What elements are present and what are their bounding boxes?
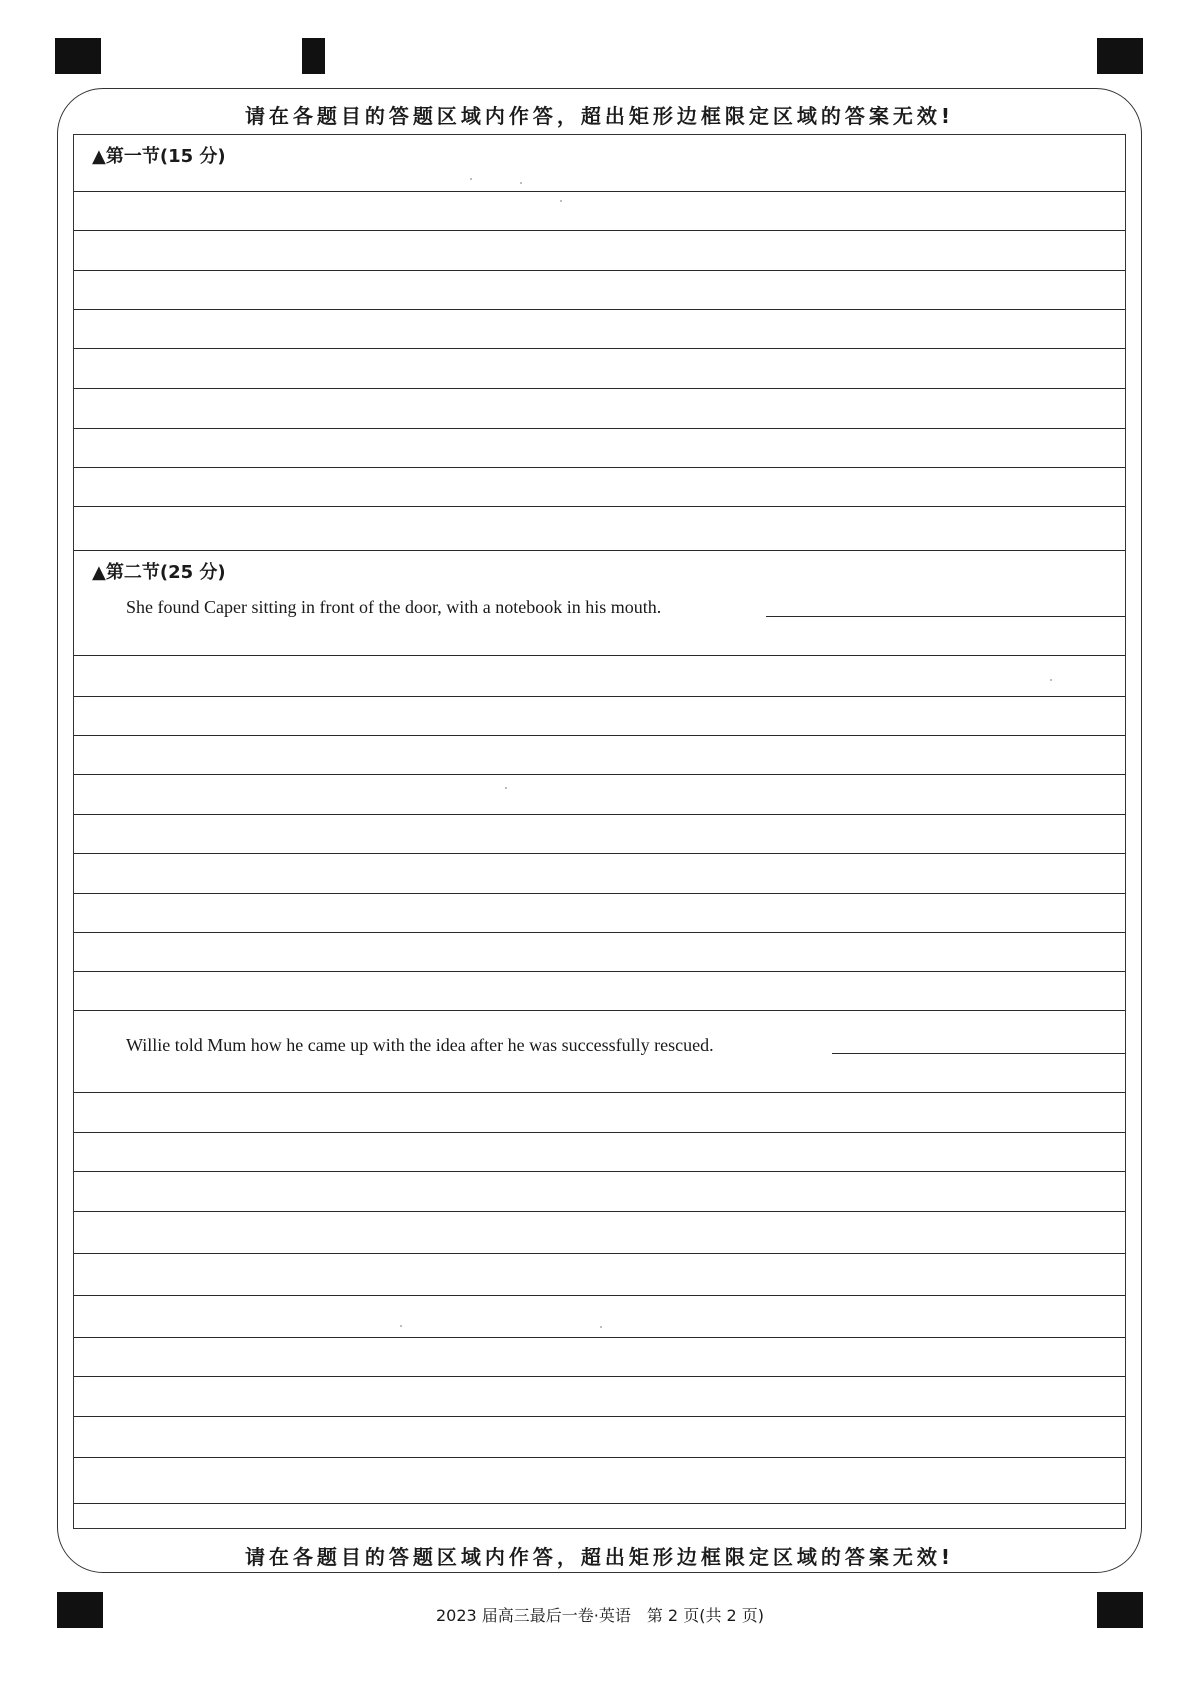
writing-line <box>74 309 1125 310</box>
writing-line <box>74 735 1125 736</box>
paragraph2-first-line <box>832 1053 1125 1054</box>
writing-line <box>74 1132 1125 1133</box>
writing-line <box>74 467 1125 468</box>
paragraph2-opening-sentence: Willie told Mum how he came up with the idea after he was successfully rescued. <box>126 1035 714 1055</box>
writing-line <box>74 655 1125 656</box>
paragraph1-first-line <box>766 616 1125 617</box>
writing-line <box>74 893 1125 894</box>
paragraph1-opening-sentence: She found Caper sitting in front of the door, with a notebook in his mouth. <box>126 597 662 617</box>
writing-line <box>74 814 1125 815</box>
writing-line <box>74 388 1125 389</box>
section1-title: ▲第一节(15 分) <box>92 146 226 167</box>
registration-mark-top-center <box>302 38 325 74</box>
writing-line <box>74 1092 1125 1093</box>
writing-line <box>74 191 1125 192</box>
section-divider <box>74 550 1125 551</box>
writing-line <box>74 1503 1125 1504</box>
writing-line <box>74 1253 1125 1254</box>
scan-speck <box>600 1326 602 1328</box>
writing-line <box>74 774 1125 775</box>
scan-speck <box>400 1325 402 1327</box>
writing-line <box>74 1416 1125 1417</box>
warning-text-bottom: 请在各题目的答题区域内作答，超出矩形边框限定区域的答案无效! <box>244 1545 955 1569</box>
writing-line <box>74 270 1125 271</box>
writing-line <box>74 506 1125 507</box>
scan-speck <box>470 178 472 180</box>
writing-line <box>74 971 1125 972</box>
writing-line <box>74 1376 1125 1377</box>
writing-line <box>74 696 1125 697</box>
writing-line <box>74 1010 1125 1011</box>
writing-line <box>74 230 1125 231</box>
warning-text-top: 请在各题目的答题区域内作答，超出矩形边框限定区域的答案无效! <box>244 104 955 128</box>
writing-line <box>74 1211 1125 1212</box>
writing-line <box>74 428 1125 429</box>
scan-speck <box>1050 679 1052 681</box>
scan-speck <box>505 787 507 789</box>
answer-area-inner-frame <box>73 134 1126 1529</box>
section2-title: ▲第二节(25 分) <box>92 562 226 583</box>
writing-line <box>74 1337 1125 1338</box>
registration-mark-top-right <box>1097 38 1143 74</box>
writing-line <box>74 348 1125 349</box>
writing-line <box>74 853 1125 854</box>
scan-speck <box>520 182 522 184</box>
writing-line <box>74 1171 1125 1172</box>
scan-speck <box>560 200 562 202</box>
writing-line <box>74 1295 1125 1296</box>
writing-line <box>74 1457 1125 1458</box>
writing-line <box>74 932 1125 933</box>
registration-mark-top-left <box>55 38 101 74</box>
page-footer: 2023 届高三最后一卷·英语 第 2 页(共 2 页) <box>435 1606 765 1625</box>
